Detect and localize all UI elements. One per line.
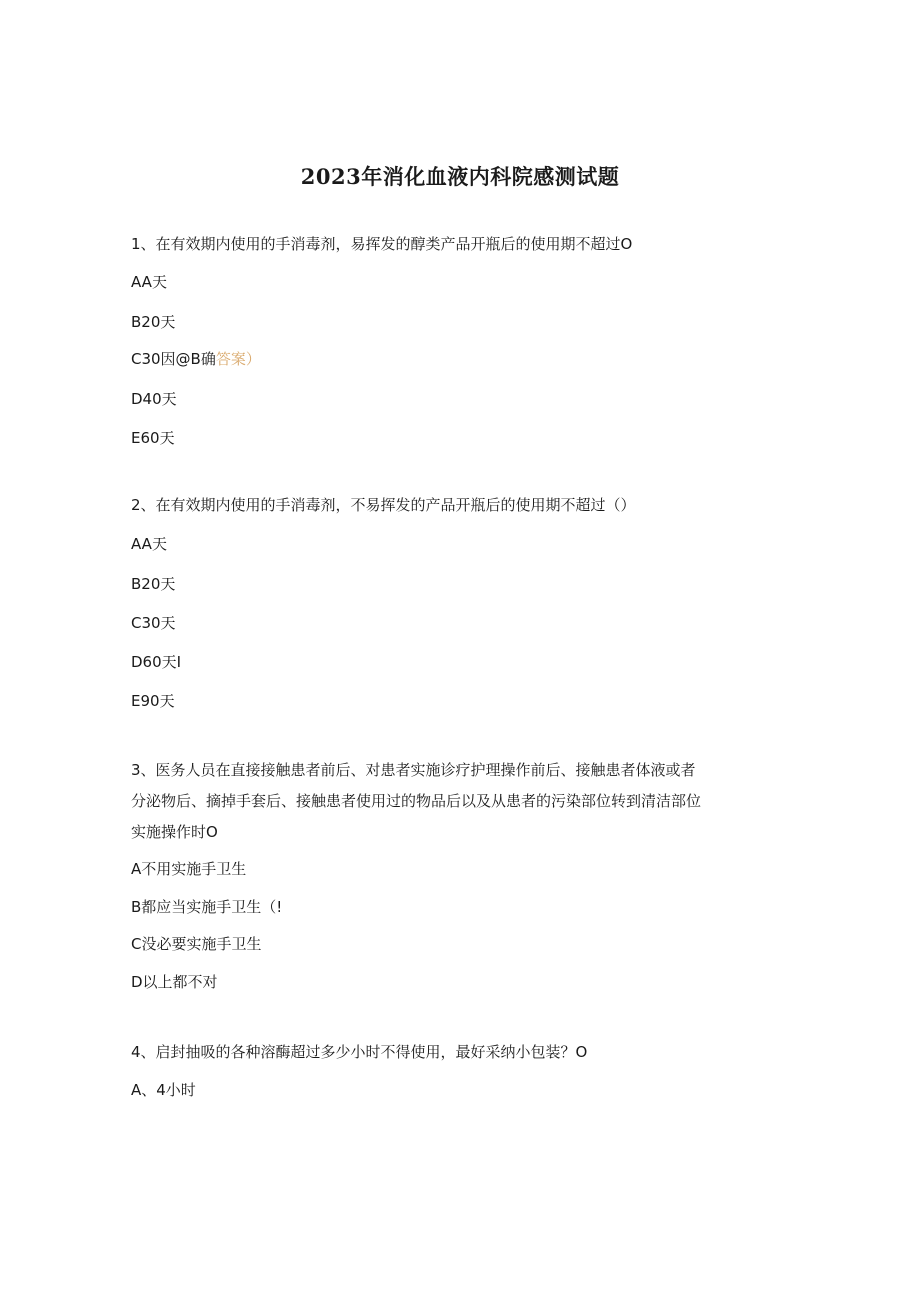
question-3-option-c: C没必要实施手卫生 [131, 935, 262, 953]
question-2-option-a: AA天 [131, 535, 167, 553]
question-1-option-b: B20天 [131, 313, 176, 331]
question-3-option-b: B都应当实施手卫生（! [131, 898, 283, 916]
question-3-stem-line-1: 3、医务人员在直接接触患者前后、对患者实施诊疗护理操作前后、接触患者体液或者 [131, 761, 696, 779]
question-1-option-c-text: C30因@B确 [131, 350, 216, 368]
question-2-option-d: D60天I [131, 653, 182, 671]
question-3-option-a: A不用实施手卫生 [131, 860, 247, 878]
question-1-option-a: AA天 [131, 273, 167, 291]
question-3-stem-line-3: 实施操作时O [131, 823, 218, 841]
question-2-stem: 2、在有效期内使用的手消毒剂，不易挥发的产品开瓶后的使用期不超过（） [131, 496, 636, 514]
question-4-stem: 4、启封抽吸的各种溶酶超过多少小时不得使用，最好采纳小包装？O [131, 1043, 588, 1061]
question-2-option-e: E90天 [131, 692, 175, 710]
question-3-option-d: D以上都不对 [131, 973, 218, 991]
question-2-option-c: C30天 [131, 614, 176, 632]
question-1-option-c [131, 348, 261, 370]
answer-note: 答案） [215, 350, 261, 368]
document-title: 2023年消化血液内科院感测试题 [300, 164, 620, 189]
question-2-option-b: B20天 [131, 575, 176, 593]
question-1-option-d: D40天 [131, 390, 177, 408]
question-3-stem-line-2: 分泌物后、摘掉手套后、接触患者使用过的物品后以及从患者的污染部位转到清洁部位 [131, 792, 702, 810]
question-4-option-a: A、4小时 [131, 1081, 196, 1099]
question-1-option-e: E60天 [131, 429, 175, 447]
question-1-stem: 1、在有效期内使用的手消毒剂，易挥发的醇类产品开瓶后的使用期不超过O [131, 235, 633, 253]
